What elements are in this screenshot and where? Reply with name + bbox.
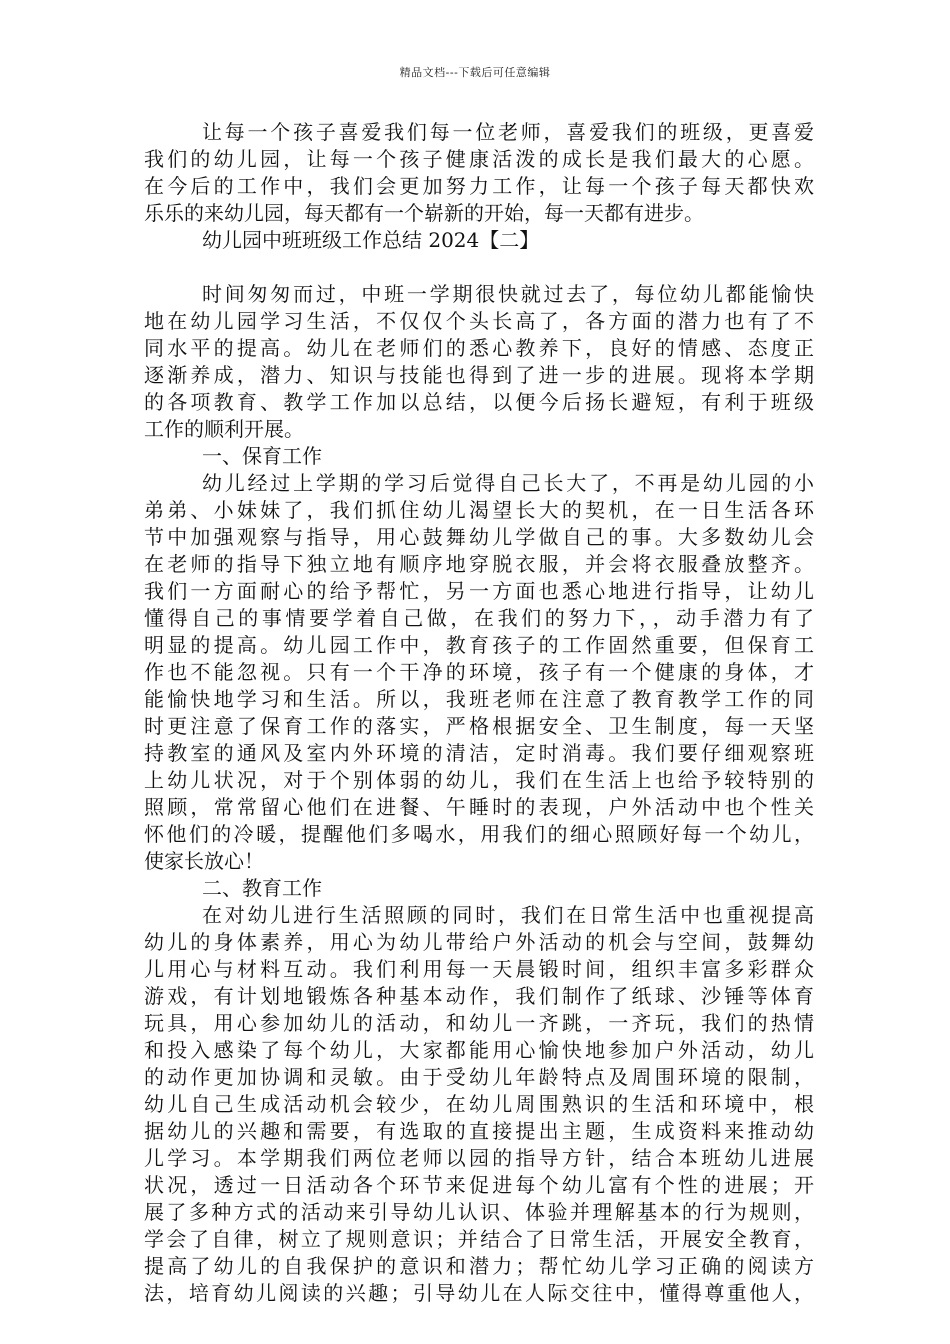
- text-line: 儿用心与材料互动。我们利用每一天晨锻时间，组织丰富多彩群众: [144, 957, 814, 981]
- text-line: 时间匆匆而过，中班一学期很快就过去了，每位幼儿都能愉快: [202, 282, 814, 306]
- text-line: 幼儿经过上学期的学习后觉得自己长大了，不再是幼儿园的小: [202, 471, 814, 495]
- text-line: 的动作更加协调和灵敏。由于受幼儿年龄特点及周围环境的限制，: [144, 1065, 814, 1089]
- text-line: 据幼儿的兴趣和需要，有选取的直接提出主题，生成资料来推动幼: [144, 1119, 814, 1143]
- text-line: 在今后的工作中，我们会更加努力工作，让每一个孩子每天都快欢: [144, 174, 814, 198]
- text-line: 作也不能忽视。只有一个干净的环境，孩子有一个健康的身体，才: [144, 660, 814, 684]
- text-line: 二、教育工作: [202, 876, 322, 900]
- text-line: 怀他们的冷暖，提醒他们多喝水，用我们的细心照顾好每一个幼儿，: [144, 822, 814, 846]
- text-line: 逐渐养成，潜力、知识与技能也得到了进一步的进展。现将本学期: [144, 363, 814, 387]
- text-line: 的各项教育、教学工作加以总结，以便今后扬长避短，有利于班级: [144, 390, 814, 414]
- text-line: 让每一个孩子喜爱我们每一位老师，喜爱我们的班级，更喜爱: [202, 120, 814, 144]
- text-line: 状况，透过一日活动各个环节来促进每个幼儿富有个性的进展；开: [144, 1173, 814, 1197]
- text-line: 法，培育幼儿阅读的兴趣；引导幼儿在人际交往中，懂得尊重他人，: [144, 1281, 814, 1305]
- text-line: 提高了幼儿的自我保护的意识和潜力；帮忙幼儿学习正确的阅读方: [144, 1254, 814, 1278]
- text-line: 学会了自律，树立了规则意识；并结合了日常生活，开展安全教育，: [144, 1227, 814, 1251]
- text-line: 乐乐的来幼儿园，每天都有一个崭新的开始，每一天都有进步。: [144, 201, 704, 225]
- text-line: 和投入感染了每个幼儿，大家都能用心愉快地参加户外活动，幼儿: [144, 1038, 814, 1062]
- text-line: 一、保育工作: [202, 444, 322, 468]
- text-line: 儿学习。本学期我们两位老师以园的指导方针，结合本班幼儿进展: [144, 1146, 814, 1170]
- text-line: 照顾，常常留心他们在进餐、午睡时的表现，户外活动中也个性关: [144, 795, 814, 819]
- text-line: 上幼儿状况，对于个别体弱的幼儿，我们在生活上也给予较特别的: [144, 768, 814, 792]
- text-line: 能愉快地学习和生活。所以，我班老师在注意了教育教学工作的同: [144, 687, 814, 711]
- text-line: 使家长放心！: [144, 849, 264, 873]
- page-header: 精品文档---下载后可任意编辑: [399, 66, 551, 79]
- text-line: 懂得自己的事情要学着自己做，在我们的努力下，，动手潜力有了: [144, 606, 814, 630]
- text-line: 弟弟、小妹妹了，我们抓住幼儿渴望长大的契机，在一日生活各环: [144, 498, 814, 522]
- text-line: 幼儿自己生成活动机会较少，在幼儿周围熟识的生活和环境中，根: [144, 1092, 814, 1116]
- text-line: 在对幼儿进行生活照顾的同时，我们在日常生活中也重视提高: [202, 903, 814, 927]
- text-line: 时更注意了保育工作的落实，严格根据安全、卫生制度，每一天坚: [144, 714, 814, 738]
- text-line: 幼儿的身体素养，用心为幼儿带给户外活动的机会与空间，鼓舞幼: [144, 930, 814, 954]
- text-line: 在老师的指导下独立地有顺序地穿脱衣服，并会将衣服叠放整齐。: [144, 552, 814, 576]
- text-line: 明显的提高。幼儿园工作中，教育孩子的工作固然重要，但保育工: [144, 633, 814, 657]
- text-line: 地在幼儿园学习生活，不仅仅个头长高了，各方面的潜力也有了不: [144, 309, 814, 333]
- text-line: 持教室的通风及室内外环境的清洁，定时消毒。我们要仔细观察班: [144, 741, 814, 765]
- text-line: 节中加强观察与指导，用心鼓舞幼儿学做自己的事。大多数幼儿会: [144, 525, 814, 549]
- text-line: 展了多种方式的活动来引导幼儿认识、体验并理解基本的行为规则，: [144, 1200, 814, 1224]
- text-line: 游戏，有计划地锻炼各种基本动作，我们制作了纸球、沙锤等体育: [144, 984, 814, 1008]
- paragraph-gap: [144, 254, 814, 281]
- text-line: 同水平的提高。幼儿在老师们的悉心教养下，良好的情感、态度正: [144, 336, 814, 360]
- text-line: 玩具，用心参加幼儿的活动，和幼儿一齐跳，一齐玩，我们的热情: [144, 1011, 814, 1035]
- text-line: 工作的顺利开展。: [144, 417, 304, 441]
- text-line: 我们一方面耐心的给予帮忙，另一方面也悉心地进行指导，让幼儿: [144, 579, 814, 603]
- text-line: 我们的幼儿园，让每一个孩子健康活泼的成长是我们最大的心愿。: [144, 147, 814, 171]
- document-body: [144, 119, 814, 1307]
- text-line: 幼儿园中班班级工作总结 2024【二】: [202, 228, 540, 252]
